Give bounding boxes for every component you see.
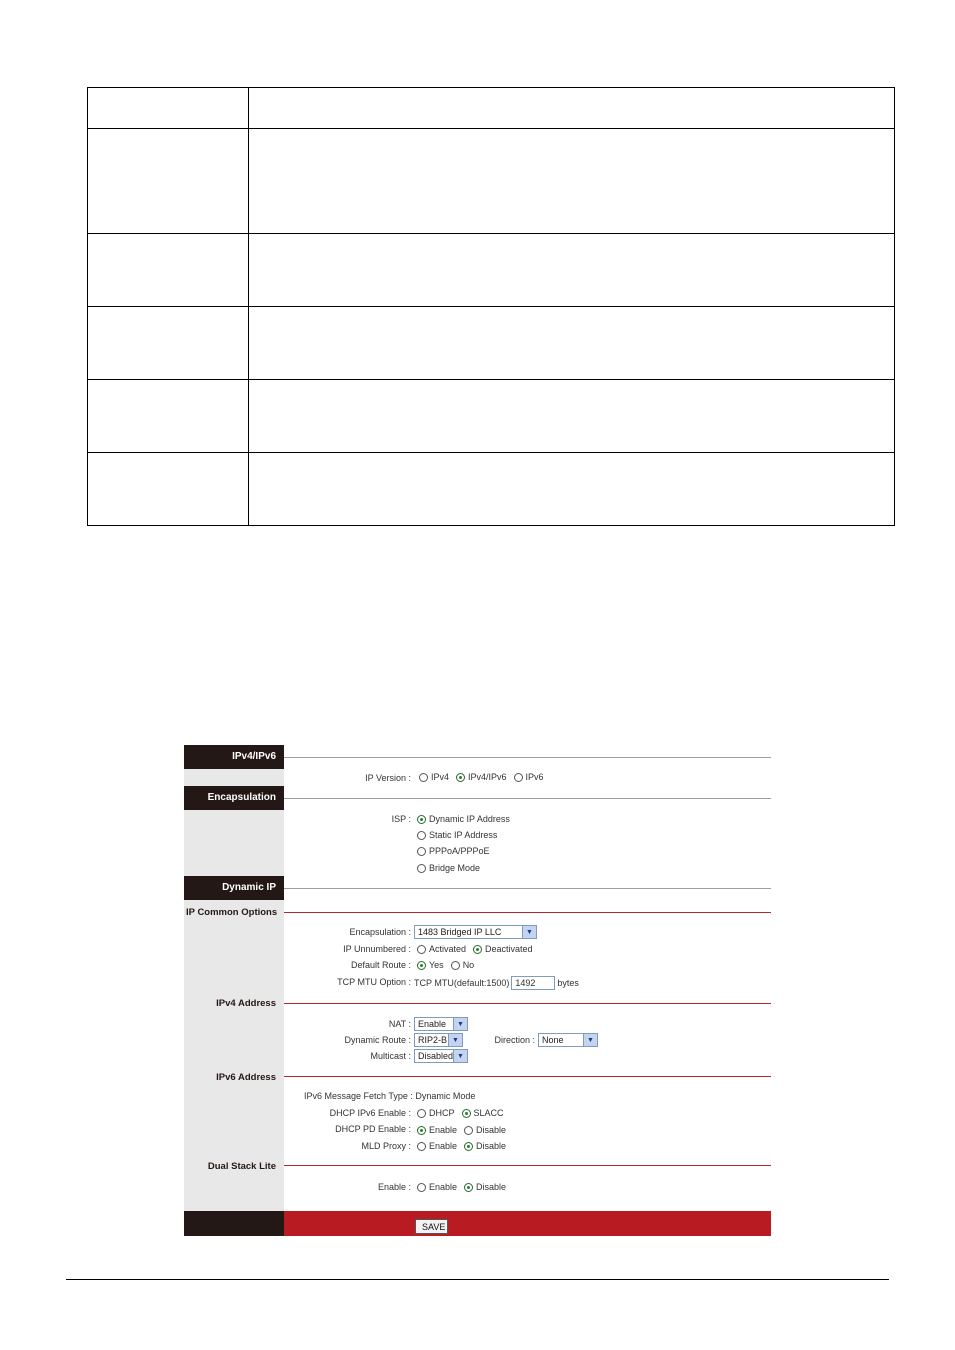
tcp-mtu-label: TCP MTU Option :	[337, 977, 411, 987]
tcp-mtu-group: TCP MTU(default:1500) 1492 bytes	[414, 978, 579, 988]
dhcp-ipv6-slacc-radio[interactable]	[462, 1109, 471, 1118]
dhcp-ipv6-label: DHCP IPv6 Enable :	[329, 1108, 411, 1118]
ipv6-address-label: IPv6 Address	[216, 1072, 276, 1083]
mld-proxy-label: MLD Proxy :	[361, 1141, 411, 1151]
isp-option-dynamic: Dynamic IP Address	[415, 814, 510, 824]
tcp-mtu-input[interactable]: 1492	[511, 976, 555, 990]
ipv6-fetch-type: IPv6 Message Fetch Type : Dynamic Mode	[304, 1091, 476, 1101]
dslite-enable-label: Enable :	[377, 1182, 411, 1192]
chevron-down-icon: ▼	[522, 926, 536, 938]
isp-pppoe-radio[interactable]	[417, 847, 426, 856]
section-header-dynamic-ip: Dynamic IP	[184, 876, 284, 900]
nat-select[interactable]: Enable ▼	[414, 1017, 468, 1031]
chevron-down-icon: ▼	[448, 1034, 462, 1046]
default-route-yes-radio[interactable]	[417, 961, 426, 970]
doc-table	[87, 87, 895, 526]
ip-version-label: IP Version :	[365, 773, 411, 783]
save-button[interactable]: SAVE	[415, 1219, 448, 1234]
table-row	[88, 453, 895, 526]
ip-unnumbered-activated-radio[interactable]	[417, 945, 426, 954]
direction-select[interactable]: None ▼	[538, 1033, 598, 1047]
dhcp-ipv6-group: DHCP SLACC	[415, 1108, 509, 1118]
wan-config-panel	[184, 745, 771, 1236]
dynamic-route-label: Dynamic Route :	[344, 1035, 411, 1045]
multicast-label: Multicast :	[370, 1051, 411, 1061]
isp-option-pppoe: PPPoA/PPPoE	[415, 846, 490, 856]
dslite-enable-group: Enable Disable	[415, 1182, 511, 1192]
mld-proxy-group: Enable Disable	[415, 1141, 511, 1151]
section-header-encapsulation: Encapsulation	[184, 786, 284, 810]
isp-option-static: Static IP Address	[415, 830, 497, 840]
table-row	[88, 307, 895, 380]
dhcp-pd-disable-radio[interactable]	[464, 1126, 473, 1135]
dual-stack-lite-label: Dual Stack Lite	[207, 1161, 276, 1172]
nat-label: NAT :	[388, 1019, 411, 1029]
default-route-label: Default Route :	[350, 960, 411, 970]
isp-dynamic-radio[interactable]	[417, 815, 426, 824]
isp-label: ISP :	[391, 814, 411, 824]
divider	[284, 888, 771, 889]
encapsulation-select[interactable]: 1483 Bridged IP LLC ▼	[414, 925, 537, 939]
dhcp-pd-label: DHCP PD Enable :	[335, 1124, 411, 1134]
isp-option-bridge: Bridge Mode	[415, 863, 480, 873]
footer-bar	[284, 1211, 771, 1236]
dhcp-ipv6-dhcp-radio[interactable]	[417, 1109, 426, 1118]
isp-static-radio[interactable]	[417, 831, 426, 840]
divider	[284, 757, 771, 758]
dslite-enable-radio[interactable]	[417, 1183, 426, 1192]
divider	[284, 798, 771, 799]
divider-red	[284, 1076, 771, 1077]
ip-version-group: IPv4 IPv4/IPv6 IPv6	[417, 772, 549, 782]
mld-proxy-disable-radio[interactable]	[464, 1142, 473, 1151]
dynamic-route-select[interactable]: RIP2-B ▼	[414, 1033, 463, 1047]
dhcp-pd-enable-radio[interactable]	[417, 1126, 426, 1135]
ip-unnumbered-group: Activated Deactivated	[415, 944, 538, 954]
isp-bridge-radio[interactable]	[417, 864, 426, 873]
footer-left	[184, 1211, 284, 1236]
ip-unnumbered-label: IP Unnumbered :	[343, 944, 411, 954]
page-footer-rule	[66, 1279, 889, 1280]
divider-red	[284, 1165, 771, 1166]
table-row	[88, 234, 895, 307]
table-row	[88, 380, 895, 453]
dhcp-pd-group: Enable Disable	[415, 1125, 511, 1135]
ip-unnumbered-deactivated-radio[interactable]	[473, 945, 482, 954]
divider-red	[284, 912, 771, 913]
chevron-down-icon: ▼	[453, 1050, 467, 1062]
dslite-disable-radio[interactable]	[464, 1183, 473, 1192]
chevron-down-icon: ▼	[583, 1034, 597, 1046]
ip-common-options-label: IP Common Options	[186, 907, 278, 918]
ip-version-ipv4-radio[interactable]	[419, 773, 428, 782]
sidebar	[184, 745, 284, 1211]
multicast-select[interactable]: Disabled ▼	[414, 1049, 468, 1063]
ip-version-ipv6-radio[interactable]	[514, 773, 523, 782]
encapsulation-label: Encapsulation :	[349, 927, 411, 937]
ipv4-address-label: IPv4 Address	[216, 998, 276, 1009]
mld-proxy-enable-radio[interactable]	[417, 1142, 426, 1151]
ip-version-ipv4ipv6-radio[interactable]	[456, 773, 465, 782]
chevron-down-icon: ▼	[453, 1018, 467, 1030]
table-row	[88, 129, 895, 234]
table-header-row	[88, 88, 895, 129]
direction-label: Direction :	[494, 1035, 535, 1045]
default-route-no-radio[interactable]	[451, 961, 460, 970]
section-header-ipv4ipv6: IPv4/IPv6	[184, 745, 284, 769]
divider-red	[284, 1003, 771, 1004]
default-route-group: Yes No	[415, 960, 479, 970]
